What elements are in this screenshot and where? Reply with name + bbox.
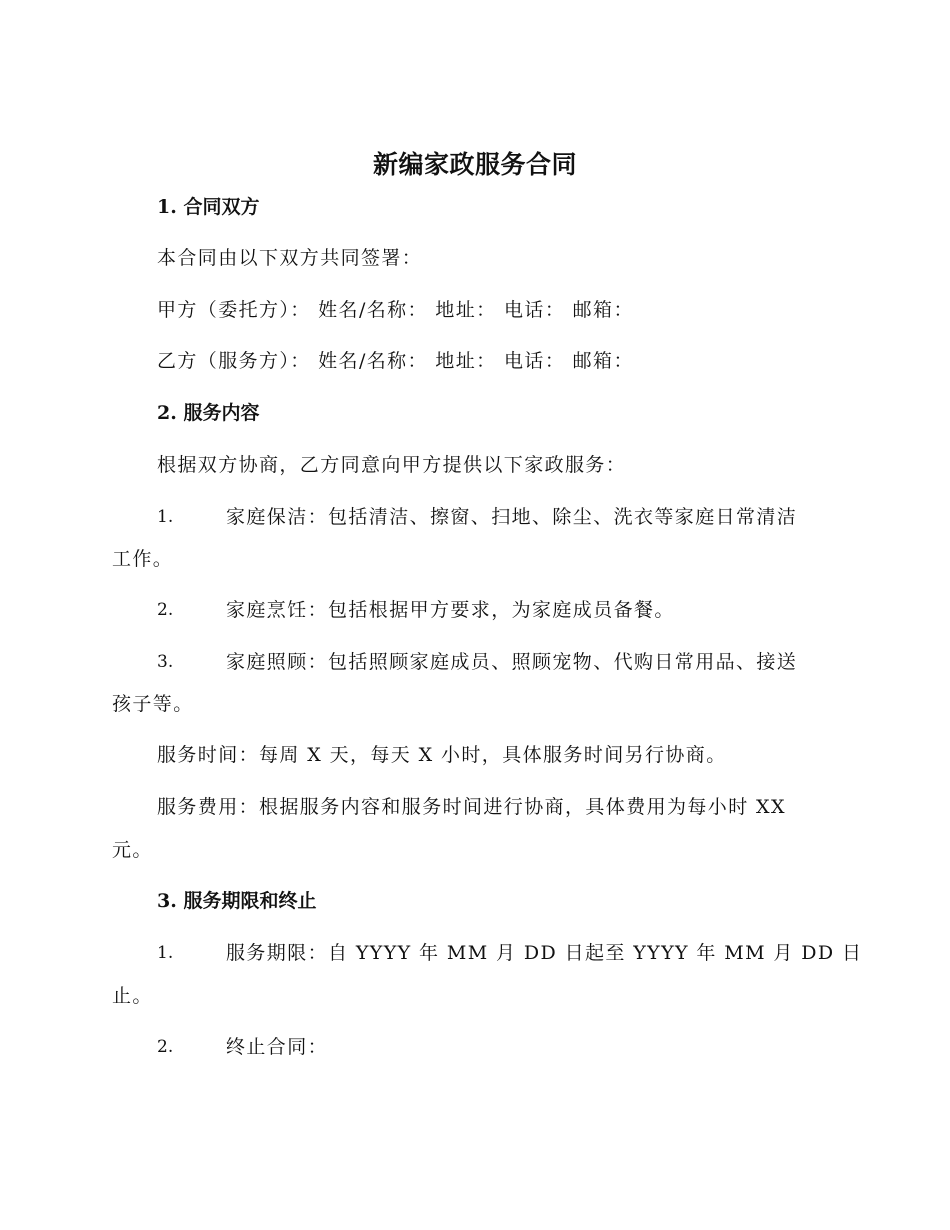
list-item-number: 1. — [157, 943, 174, 963]
list-item-number: 2. — [157, 600, 174, 620]
list-item-continuation: 孩子等。 — [112, 693, 194, 715]
paragraph: 本合同由以下双方共同签署： — [157, 247, 423, 269]
list-item-number: 3. — [157, 652, 174, 672]
list-item-number: 2. — [157, 1037, 174, 1057]
section-heading: 2. 服务内容 — [157, 402, 260, 424]
service-time: 服务时间：每周 X 天，每天 X 小时，具体服务时间另行协商。 — [157, 744, 727, 766]
list-item-text: 家庭照顾：包括照顾家庭成员、照顾宠物、代购日常用品、接送 — [226, 651, 798, 673]
paragraph: 根据双方协商，乙方同意向甲方提供以下家政服务： — [157, 454, 627, 476]
list-item-continuation: 工作。 — [112, 548, 174, 570]
list-item-text: 家庭烹饪：包括根据甲方要求，为家庭成员备餐。 — [226, 599, 675, 621]
document-title: 新编家政服务合同 — [372, 150, 577, 179]
section-heading: 3. 服务期限和终止 — [157, 890, 317, 912]
list-item-text: 服务期限：自 YYYY 年 MM 月 DD 日起至 YYYY 年 MM 月 DD 日 — [226, 942, 863, 964]
list-item-text: 终止合同： — [226, 1036, 329, 1058]
service-fee-continuation: 元。 — [112, 839, 153, 861]
service-fee: 服务费用：根据服务内容和服务时间进行协商，具体费用为每小时 XX — [157, 796, 786, 818]
list-item-number: 1. — [157, 507, 174, 527]
list-item-continuation: 止。 — [112, 985, 153, 1007]
section-heading: 1. 合同双方 — [157, 196, 260, 218]
party-b-line: 乙方（服务方）： 姓名/名称： 地址： 电话： 邮箱： — [157, 350, 634, 372]
list-item-text: 家庭保洁：包括清洁、擦窗、扫地、除尘、洗衣等家庭日常清洁 — [226, 506, 798, 528]
party-a-line: 甲方（委托方）： 姓名/名称： 地址： 电话： 邮箱： — [157, 299, 634, 321]
